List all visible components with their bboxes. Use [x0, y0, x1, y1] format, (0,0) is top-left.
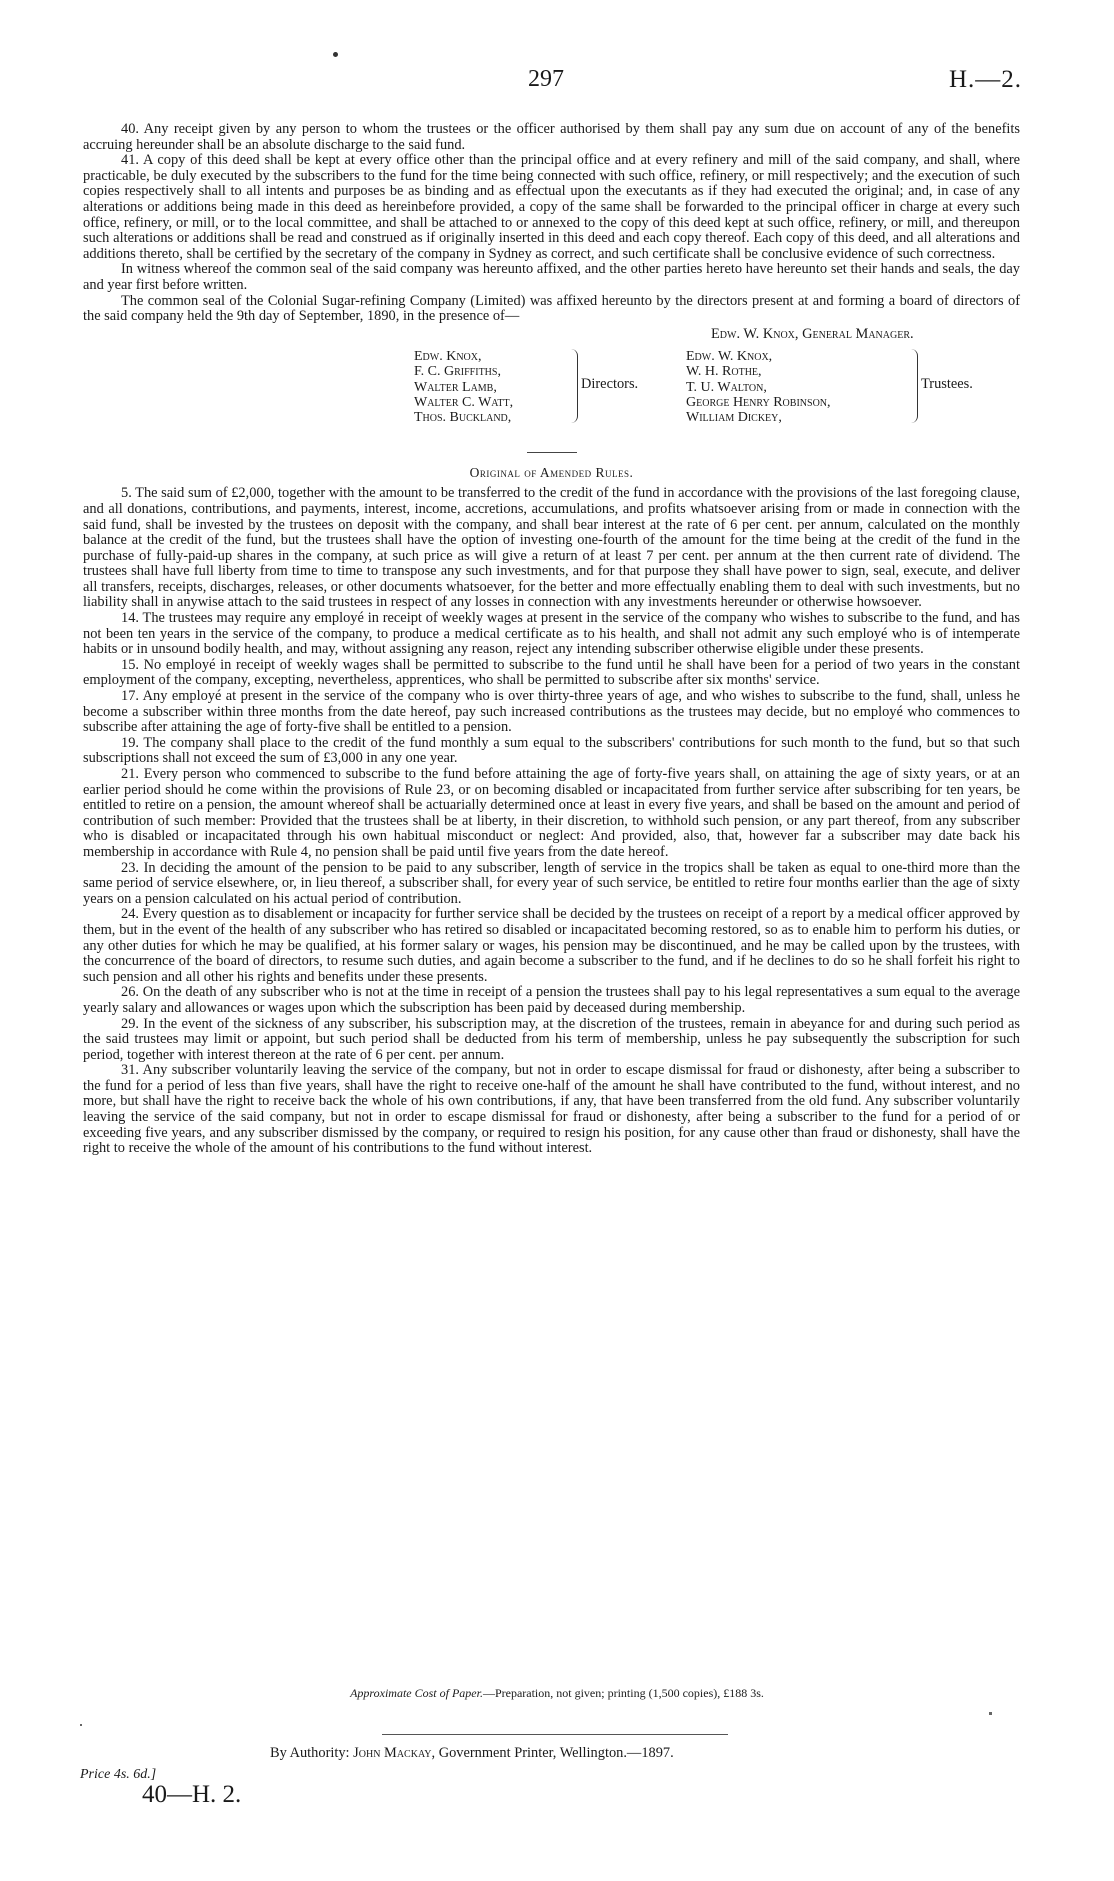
- ink-speck: [80, 1724, 82, 1726]
- price-note: Price 4s. 6d.]: [80, 1767, 157, 1782]
- rule-21: 21. Every person who commenced to subscribe to the fund before attaining the age of forty-five years shall, on attaining the age of sixty years, or at an earlier period should he come within the provisions of Rule 23, or on becoming disabled or incapacitated from further service after subscribing for ten years, be entitled to retire on a pension, the amount whereof shall be actuarially determined once at least in every five years, and shall be based on the amount and period of contribution of such member: Provided that the trustees shall be at liberty, in their discretion, to withhold such pension, or any part thereof, from any subscriber who is disabled or incapacitated through his own habitual misconduct or neglect: And provided, also, that, however far a subscriber may date back his membership in accordance with Rule 4, no pension shall be paid until five years from the date hereof.: [83, 766, 1020, 860]
- trustee-name: T. U. Walton,: [686, 379, 767, 395]
- rule-19: 19. The company shall place to the credit of the fund monthly a sum equal to the subscribers' contributions for such month to the fund, but so that such subscriptions shall not exceed the sum of £3,000 in any one year.: [83, 734, 1020, 767]
- rule-31: 31. Any subscriber voluntarily leaving the service of the company, but not in order to escape dismissal for fraud or dishonesty, after being a subscriber to the fund for a period of less than five years, shall have the right to receive one-half of the amount he shall have contributed to the fund, without interest, and no more, but shall have the right to receive back the whole of his own contributions, if any, that have been transferred from the old fund. Any subscriber voluntarily leaving the service of the said company, but not in order to escape dismissal for fraud or dishonesty, after being a subscriber to the fund for a period of or exceeding five years, and any subscriber dismissed by the company, or required to resign his position, for any cause other than fraud or dishonesty, shall have the right to receive the whole of the amount of his contributions to the fund without interest.: [83, 1062, 1020, 1157]
- ink-speck: [989, 1712, 992, 1715]
- section-title: Original of Amended Rules.: [469, 464, 634, 480]
- rule-24: 24. Every question as to disablement or incapacity for further service shall be decided by the trustees on receipt of a report by a medical officer approved by them, but in the event of the health of any subscriber who has retired so disabled or incapacitated becoming restored, so as to enable him to perform his duties, or any other duties for which he may be qualified, at his former salary or wages, his pension may be discontinued, and he may be called upon by the trustees, with the concurrence of the board of directors, to resume such duties, and again become a subscriber to the fund, and if he declines to do so he shall forfeit his right to such pension and all other his rights and benefits under these presents.: [83, 906, 1020, 985]
- directors-label: Directors.: [581, 375, 639, 392]
- directors-list: [414, 349, 564, 426]
- footer-rule: [382, 1734, 728, 1735]
- authority-rest: Government Printer, Wellington.—1897.: [438, 1745, 674, 1761]
- rule-15: 15. No employé in receipt of weekly wages shall be permitted to subscribe to the fund until he shall have been for a period of two years in the constant employment of the company, excepting, nevertheless, apprentices, who shall be permitted to subscribe after six months' service.: [83, 656, 1020, 689]
- trustee-name: Edw. W. Knox,: [686, 348, 773, 364]
- clause-41: 41. A copy of this deed shall be kept at every office other than the principal office and at every refinery and mill of the said company, and shall, where practicable, be duly executed by the subscribers to the fund for the time being connected with such office, refinery, or mill respectively; and the execution of such copies respectively shall to all intents and purposes be as binding and as effectual upon the executants as if they had executed the original; and, in case of any alterations or additions being made in this deed as hereinbefore provided, a copy of the same shall be forwarded to the principal officer in charge at every such office, refinery, or mill, or to the local committee, and shall be attached to or annexed to the copy of this deed kept at such office, refinery, or mill, and thereupon such alterations or additions shall be read and construed as if originally inserted in this deed and each copy thereof. Each copy of this deed, and all alterations and additions thereto, shall be certified by the secretary of the company in Sydney as correct, and such certificate shall be conclusive evidence of such correctness.: [83, 152, 1020, 262]
- document-body: [83, 122, 1020, 1157]
- printer-name: John Mackay,: [353, 1745, 436, 1761]
- page-header: [0, 66, 1114, 106]
- general-manager-signature: Edw. W. Knox, General Manager.: [711, 325, 914, 342]
- witness-paragraph: In witness whereof the common seal of the said company was hereunto affixed, and the other parties hereto have hereunto set their hands and seals, the day and year first before written.: [83, 261, 1020, 293]
- section-divider: [527, 452, 577, 453]
- trustees-brace: [909, 349, 918, 423]
- cost-text: —Preparation, not given; printing (1,500 copies), £188 3s.: [482, 1686, 764, 1700]
- director-name: Thos. Buckland,: [414, 410, 512, 426]
- clause-40: 40. Any receipt given by any person to whom the trustees or the officer authorised by them shall pay any sum due on account of any of the benefits accruing hereunder shall be an absolute discharge to the said fund.: [83, 121, 1020, 153]
- trustee-name: George Henry Robinson,: [686, 394, 831, 410]
- trustees-label: Trustees.: [921, 375, 973, 392]
- director-name: Edw. Knox,: [414, 348, 482, 364]
- seal-paragraph: The common seal of the Colonial Sugar-refining Company (Limited) was affixed hereunto by the directors present at and forming a board of directors of the said company held the 9th day of September, 1890, in the presence of—: [83, 292, 1020, 325]
- rule-14: 14. The trustees may require any employé in receipt of weekly wages at present in the service of the company who wishes to subscribe to the fund, and has not been ten years in the service of the company, to produce a medical certificate as to his health, and shall not admit any such employé who is of intemperate habits or in unsound bodily health, and may, without assigning any reason, reject any intending subscriber otherwise eligible under these presents.: [83, 610, 1020, 658]
- director-name: Walter Lamb,: [414, 379, 497, 395]
- bottom-reference: 40—H. 2.: [142, 1781, 242, 1808]
- trustee-name: W. H. Rothe,: [686, 364, 762, 380]
- ink-speck: [333, 52, 338, 57]
- document-reference: H.—2.: [948, 66, 1022, 93]
- cost-note: [0, 1686, 1114, 1701]
- rule-26: 26. On the death of any subscriber who is not at the time in receipt of a pension the trustees shall pay to his legal representatives a sum equal to the average yearly salary and allowances or wages upon which the subscription has been paid by deceased during membership.: [83, 984, 1020, 1016]
- printer-imprint: [270, 1745, 674, 1762]
- trustee-name: William Dickey,: [686, 410, 782, 426]
- trustees-list: [686, 349, 906, 426]
- page-number: 297: [528, 66, 564, 92]
- rule-29: 29. In the event of the sickness of any subscriber, his subscription may, at the discretion of the trustees, remain in abeyance for and during such period as the said trustees may limit or appoint, but such period shall be deducted from his term of membership, unless he pay subsequently the subscription for such period, together with interest thereon at the rate of 6 per cent. per annum.: [83, 1015, 1020, 1063]
- authority-prefix: By Authority:: [270, 1745, 350, 1761]
- rule-23: 23. In deciding the amount of the pension to be paid to any subscriber, length of service in the tropics shall be taken as equal to one-third more than the same period of service elsewhere, or, in lieu thereof, a subscriber shall, for every year of such service, be entitled to retire four months earlier than the age of sixty years on a pension calculated on his actual period of contribution.: [83, 859, 1020, 907]
- director-name: F. C. Griffiths,: [414, 364, 501, 380]
- rule-17: 17. Any employé at present in the service of the company who is over thirty-three years of age, and who wishes to subscribe to the fund, shall, unless he become a subscriber within three months from the date hereof, pay such increased contributions as the trustees may decide, but no employé who commences to subscribe after attaining the age of forty-five shall be entitled to a pension.: [83, 688, 1020, 736]
- directors-brace: [569, 349, 578, 423]
- signature-block: [83, 325, 1020, 450]
- director-name: Walter C. Watt,: [414, 394, 514, 410]
- cost-label: Approximate Cost of Paper.: [350, 1686, 483, 1700]
- rule-5: 5. The said sum of £2,000, together with the amount to be transferred to the credit of the fund in accordance with the provisions of the last foregoing clause, and all donations, contributions, and payments, interest, income, accretions, accumulations, and profits whatsoever arising from or made in connection with the said fund, shall be invested by the trustees on deposit with the company, and shall bear interest at the rate of 6 per cent. per annum, calculated on the monthly balance at the credit of the fund, but the trustees shall have the option of investing one-fourth of the amount for the time being at the credit of the fund in the purchase of fully-paid-up shares in the company, at such price as will give a return of at least 7 per cent. per annum at the then current rate of dividend. The trustees shall have full liberty from time to time to transpose any such investments, and for that purpose they shall have power to sign, seal, execute, and deliver all transfers, receipts, discharges, releases, or other documents whatsoever, for the better and more effectually enabling them to deal with such investments, but no liability shall in anywise attach to the said trustees in respect of any losses in connection with any investments hereunder or otherwise howsoever.: [83, 485, 1020, 611]
